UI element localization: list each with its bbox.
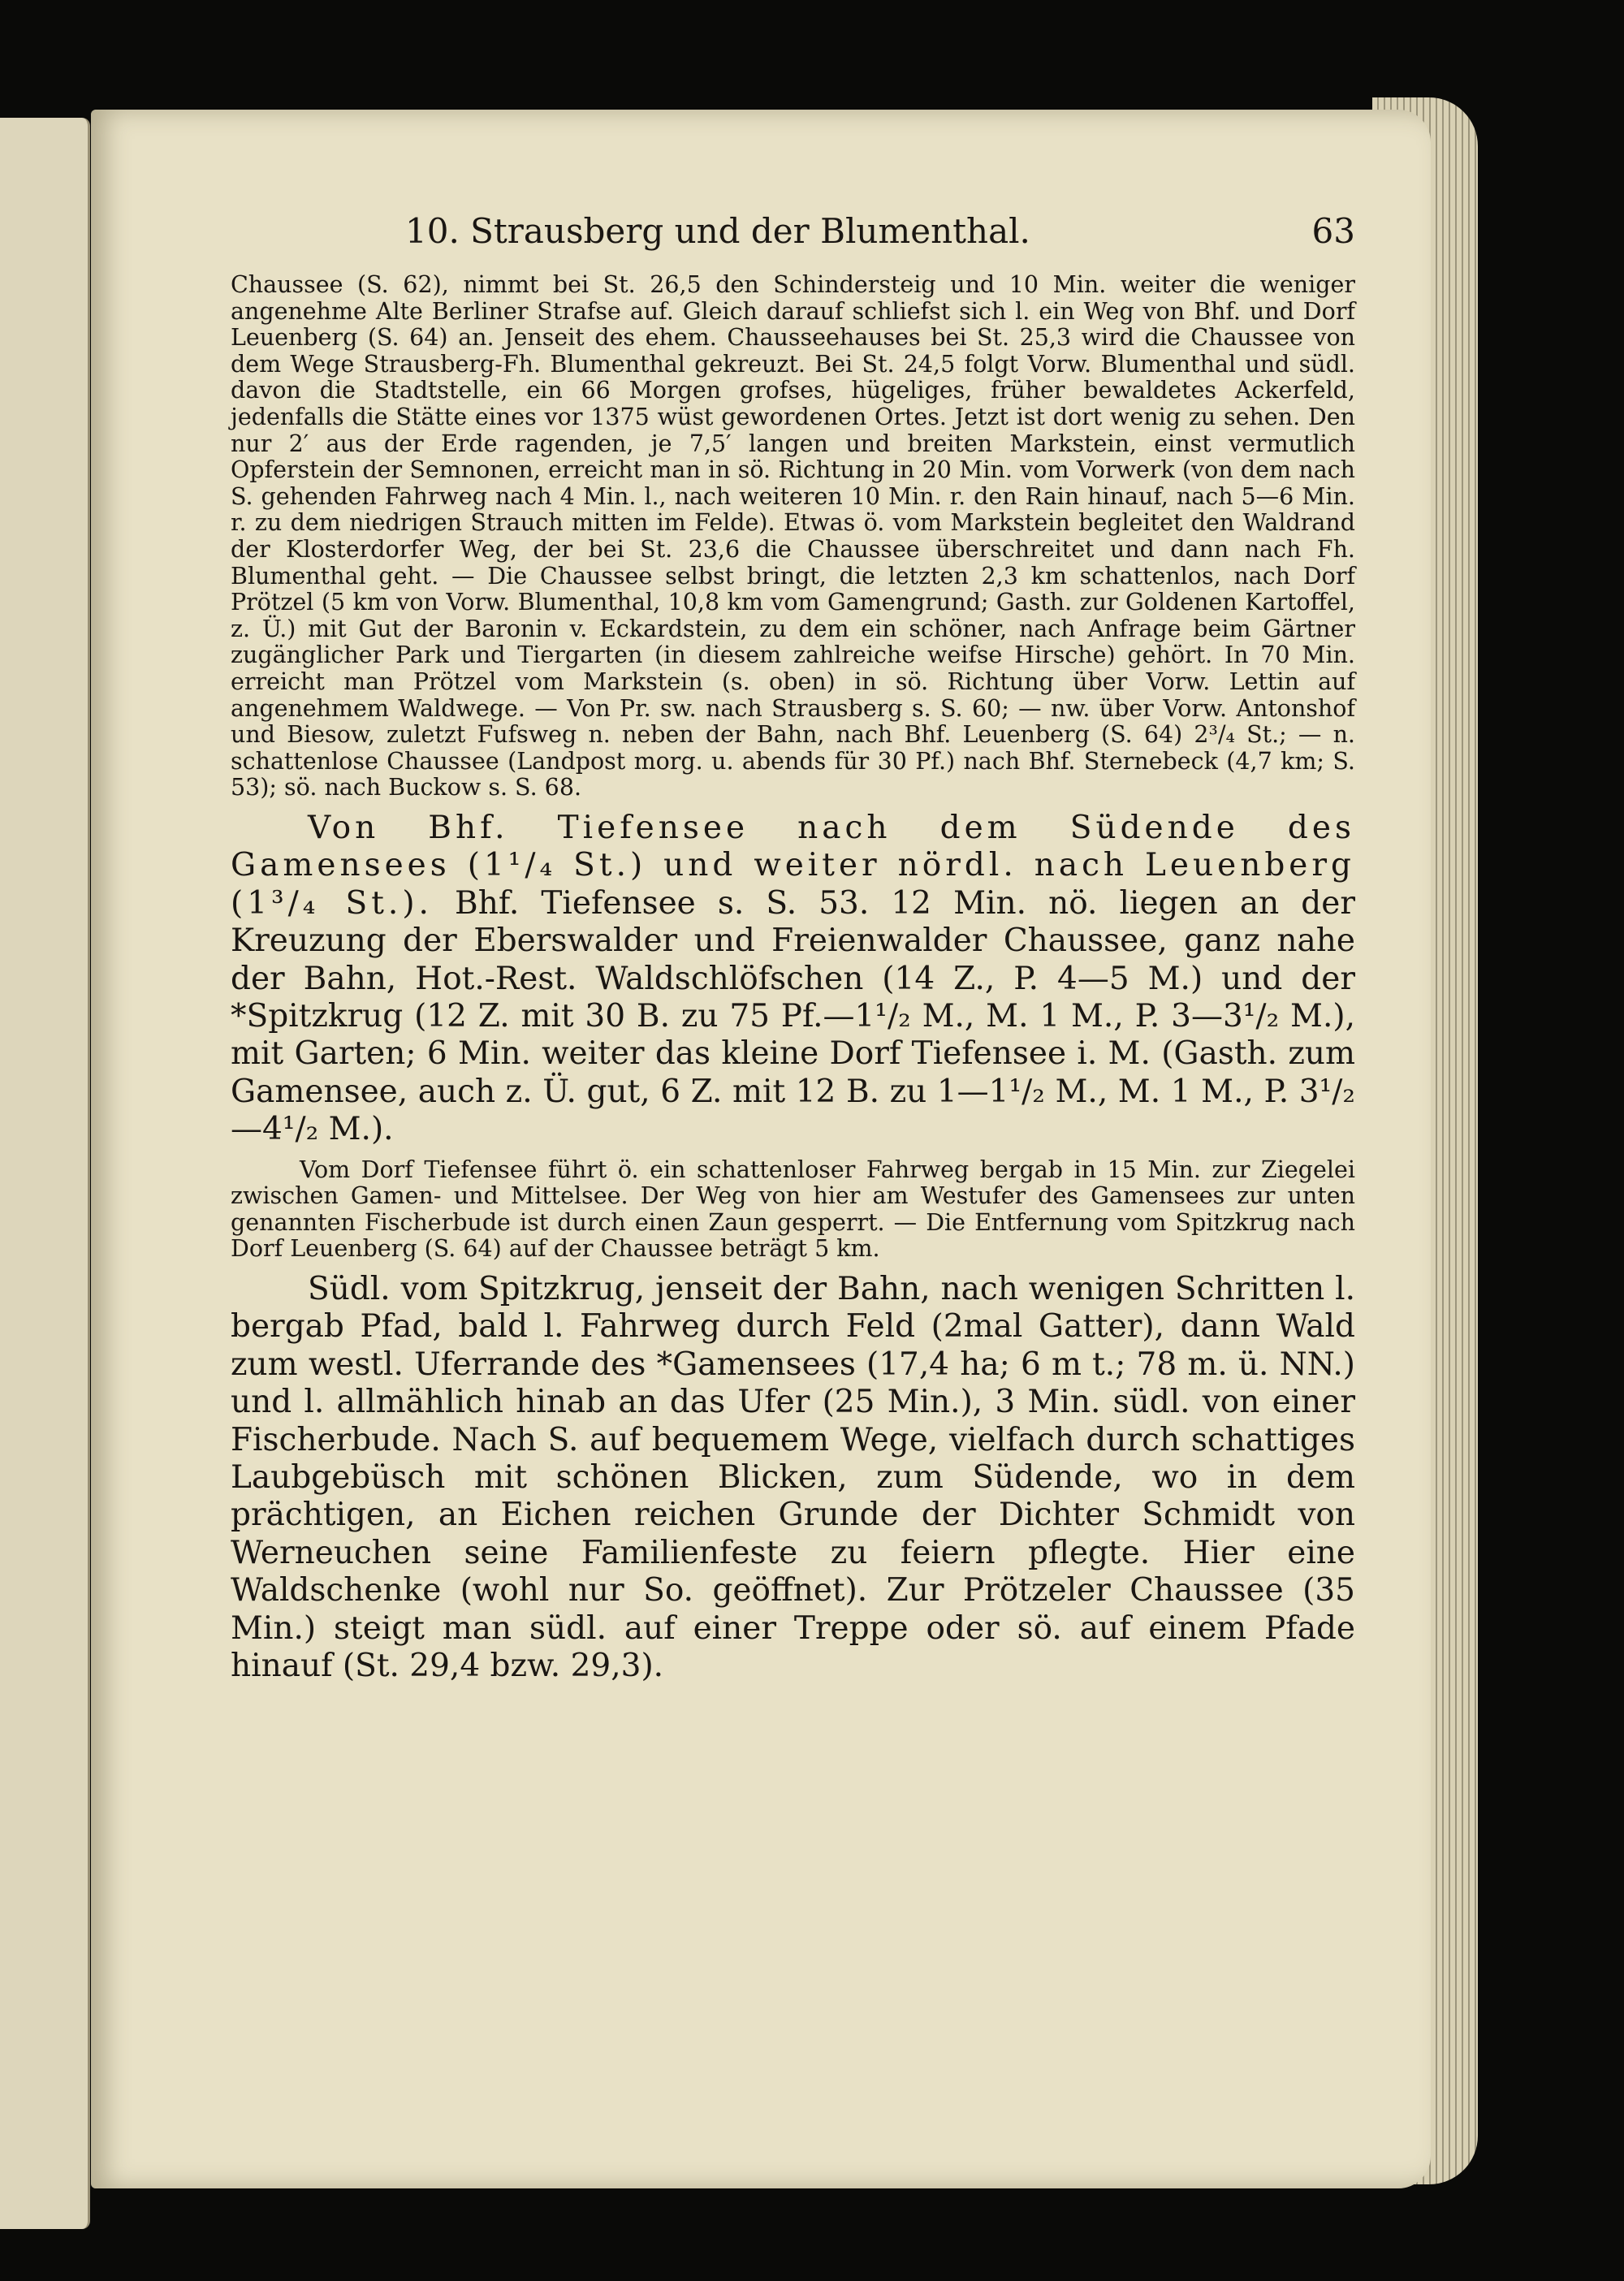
page-number: 63: [1311, 211, 1355, 251]
route-intro-text: Bhf. Tiefensee s. S. 53. 12 Min. nö. liegen an der Kreuzung der Eberswalder und Freienwalder Chaussee, ganz nahe der Bahn, Hot.-Rest. Waldschlöfschen (14 Z., P. 4—5 M.) und der *Spitzkrug (12 Z. mit 30 B. zu 75 Pf.—1¹/₂ M., M. 1 M., P. 3—3¹/₂ M.), mit Garten; 6 Min. weiter das kleine Dorf Tiefensee i. M. (Gasth. zum Gamensee, auch z. Ü. gut, 6 Z. mit 12 B. zu 1—1¹/₂ M., M. 1 M., P. 3¹/₂—4¹/₂ M.).: [231, 884, 1355, 1148]
previous-page-edge: [0, 118, 90, 2229]
paragraph-small-1: Chaussee (S. 62), nimmt bei St. 26,5 den Schindersteig und 10 Min. weiter die weniger angenehme Alte Berliner Strafse auf. Gleich darauf schliefst sich l. ein Weg von Bhf. und Dorf Leuenberg (S. 64) an. Jenseit des ehem. Chausseehauses bei St. 25,3 wird die Chaussee von dem Wege Strausberg-Fh. Blumenthal gekreuzt. Bei St. 24,5 folgt Vorw. Blumenthal und südl. davon die Stadtstelle, ein 66 Morgen grofses, hügeliges, früher bewaldetes Ackerfeld, jedenfalls die Stätte eines vor 1375 wüst gewordenen Ortes. Jetzt ist dort wenig zu sehen. Den nur 2′ aus der Erde ragenden, je 7,5′ langen und breiten Markstein, einst vermutlich Opferstein der Semnonen, erreicht man in sö. Richtung in 20 Min. vom Vorwerk (von dem nach S. gehenden Fahrweg nach 4 Min. l., nach weiteren 10 Min. r. den Rain hinauf, nach 5—6 Min. r. zu dem niedrigen Strauch mitten im Felde). Etwas ö. vom Markstein begleitet den Waldrand der Klosterdorfer Weg, der bei St. 23,6 die Chaussee überschreitet und dann nach Fh. Blumenthal geht. — Die Chaussee selbst bringt, die letzten 2,3 km schattenlos, nach Dorf Prötzel (5 km von Vorw. Blumenthal, 10,8 km vom Gamengrund; Gasth. zur Goldenen Kartoffel, z. Ü.) mit Gut der Baronin v. Eckardstein, zu dem ein schöner, nach Anfrage beim Gärtner zugänglicher Park und Tiergarten (in diesem zahlreiche weifse Hirsche) gehört. In 70 Min. erreicht man Prötzel vom Markstein (s. oben) in sö. Richtung über Vorw. Lettin auf angenehmem Waldwege. — Von Pr. sw. nach Strausberg s. S. 60; — nw. über Vorw. Antonshof und Biesow, zuletzt Fufsweg n. neben der Bahn, nach Bhf. Leuenberg (S. 64) 2³/₄ St.; — n. schattenlose Chaussee (Landpost morg. u. abends für 30 Pf.) nach Bhf. Sternebeck (4,7 km; S. 53); sö. nach Buckow s. S. 68.: [231, 271, 1355, 801]
book-page: [91, 110, 1431, 2188]
chapter-title: 10. Strausberg und der Blumenthal.: [405, 211, 1030, 251]
paragraph-large-2: Südl. vom Spitzkrug, jenseit der Bahn, nach wenigen Schritten l. bergab Pfad, bald l. Fahrweg durch Feld (2mal Gatter), dann Wald zum westl. Uferrande des *Gamensees (17,4 ha; 6 m t.; 78 m. ü. NN.) und l. allmählich hinab an das Ufer (25 Min.), 3 Min. südl. von einer Fischerbude. Nach S. auf bequemem Wege, vielfach durch schattiges Laubgebüsch mit schönen Blicken, zum Südende, wo in dem prächtigen, an Eichen reichen Grunde der Dichter Schmidt von Werneuchen seine Familienfeste zu feiern pflegte. Hier eine Waldschenke (wohl nur So. geöffnet). Zur Prötzeler Chaussee (35 Min.) steigt man südl. auf einer Treppe oder sö. auf einem Pfade hinauf (St. 29,4 bzw. 29,3).: [231, 1270, 1355, 1684]
paragraph-route-intro: [231, 810, 1355, 1149]
running-head: [231, 199, 1355, 264]
text-block: [231, 199, 1355, 1685]
route-heading: Von Bhf. Tiefensee nach dem Südende des Gamensees (1¹/₄ St.) und weiter nördl. nach Leuenberg (1³/₄ St.).: [231, 809, 1355, 922]
paragraph-small-2: Vom Dorf Tiefensee führt ö. ein schattenloser Fahrweg bergab in 15 Min. zur Ziegelei zwischen Gamen- und Mittelsee. Der Weg von hier am Westufer des Gamensees zur unten genannten Fischerbude ist durch einen Zaun gesperrt. — Die Entfernung vom Spitzkrug nach Dorf Leuenberg (S. 64) auf der Chaussee beträgt 5 km.: [231, 1156, 1355, 1263]
